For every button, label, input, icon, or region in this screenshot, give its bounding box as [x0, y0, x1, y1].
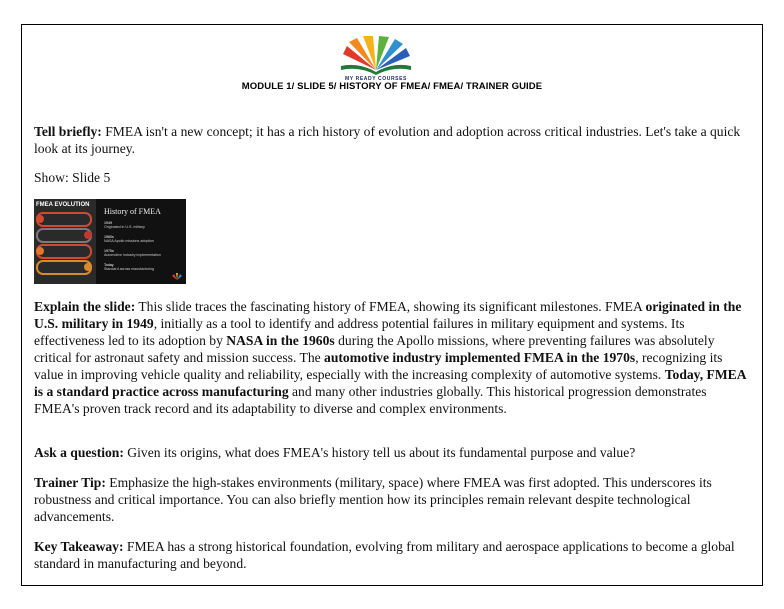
ask-question-paragraph [34, 444, 752, 461]
slide-thumbnail[interactable] [34, 199, 186, 284]
thumbnail-banner: FMEA EVOLUTION [36, 202, 90, 208]
my-ready-courses-logo [335, 36, 417, 81]
tell-briefly-paragraph [34, 123, 752, 157]
thumbnail-item: 1960s NASA Apollo missions adoption [104, 235, 155, 243]
thumbnail-item: 1970s Automotive industry implementation [104, 249, 161, 257]
tell-briefly-text: FMEA isn't a new concept; it has a rich history of evolution and adoption across critical industries. Let's take a quick look at its journey. [34, 124, 741, 156]
thumbnail-item: Today Standard across manufacturing [104, 263, 154, 271]
explain-slide-paragraph: Explain the slide: This slide traces the fascinating history of FMEA, showing its significant milestones. FMEA originated in the U.S. military in 1949, initially as a tool to identify and address potential failures in military equipment and systems. Its effectiveness led to its adoption by NASA in the 1960s during the Apollo missions, where preventing failures was absolutely critical for astronaut safety and mission success. The automotive industry implemented FMEA in the 1970s, recognizing its value in improving vehicle quality and reliability, especially with the increasing complexity of automotive systems. Today, FMEA is a standard practice across manufacturing and many other industries globally. This historical progression demonstrates FMEA's proven track record and its adaptability to diverse and complex environments. [34, 299, 746, 416]
page-title: MODULE 1/ SLIDE 5/ HISTORY OF FMEA/ FMEA/ TRAINER GUIDE [241, 81, 543, 92]
key-takeaway-paragraph [34, 538, 752, 572]
key-takeaway-text: FMEA has a strong historical foundation, evolving from military and aerospace applications to become a global standard in manufacturing and beyond. [34, 539, 735, 571]
show-slide-line: Show: Slide 5 [34, 170, 111, 185]
evolution-graphic-icon [34, 199, 96, 284]
key-takeaway-label: Key Takeaway: [34, 539, 124, 554]
trainer-tip-paragraph [34, 474, 752, 525]
trainer-tip-label: Trainer Tip: [34, 475, 106, 490]
thumbnail-left-band [34, 199, 96, 284]
thumbnail-logo-icon [171, 273, 183, 281]
tell-briefly-label: Tell briefly: [34, 124, 102, 139]
thumbnail-item: 1949 Originated in U.S. military [104, 221, 145, 229]
explain-label: Explain the slide: [34, 299, 136, 314]
ask-text: Given its origins, what does FMEA's history tell us about its fundamental purpose and value? [123, 445, 636, 460]
ask-label: Ask a question: [34, 445, 124, 460]
logo-text: MY READY COURSES [345, 76, 407, 81]
thumbnail-title: History of FMEA [104, 207, 161, 216]
trainer-tip-text: Emphasize the high-stakes environments (military, space) where FMEA was first adopted. This underscores its robustness and critical importance. You can also briefly mention how its principles remain relevant despite technological advancements. [34, 475, 712, 524]
